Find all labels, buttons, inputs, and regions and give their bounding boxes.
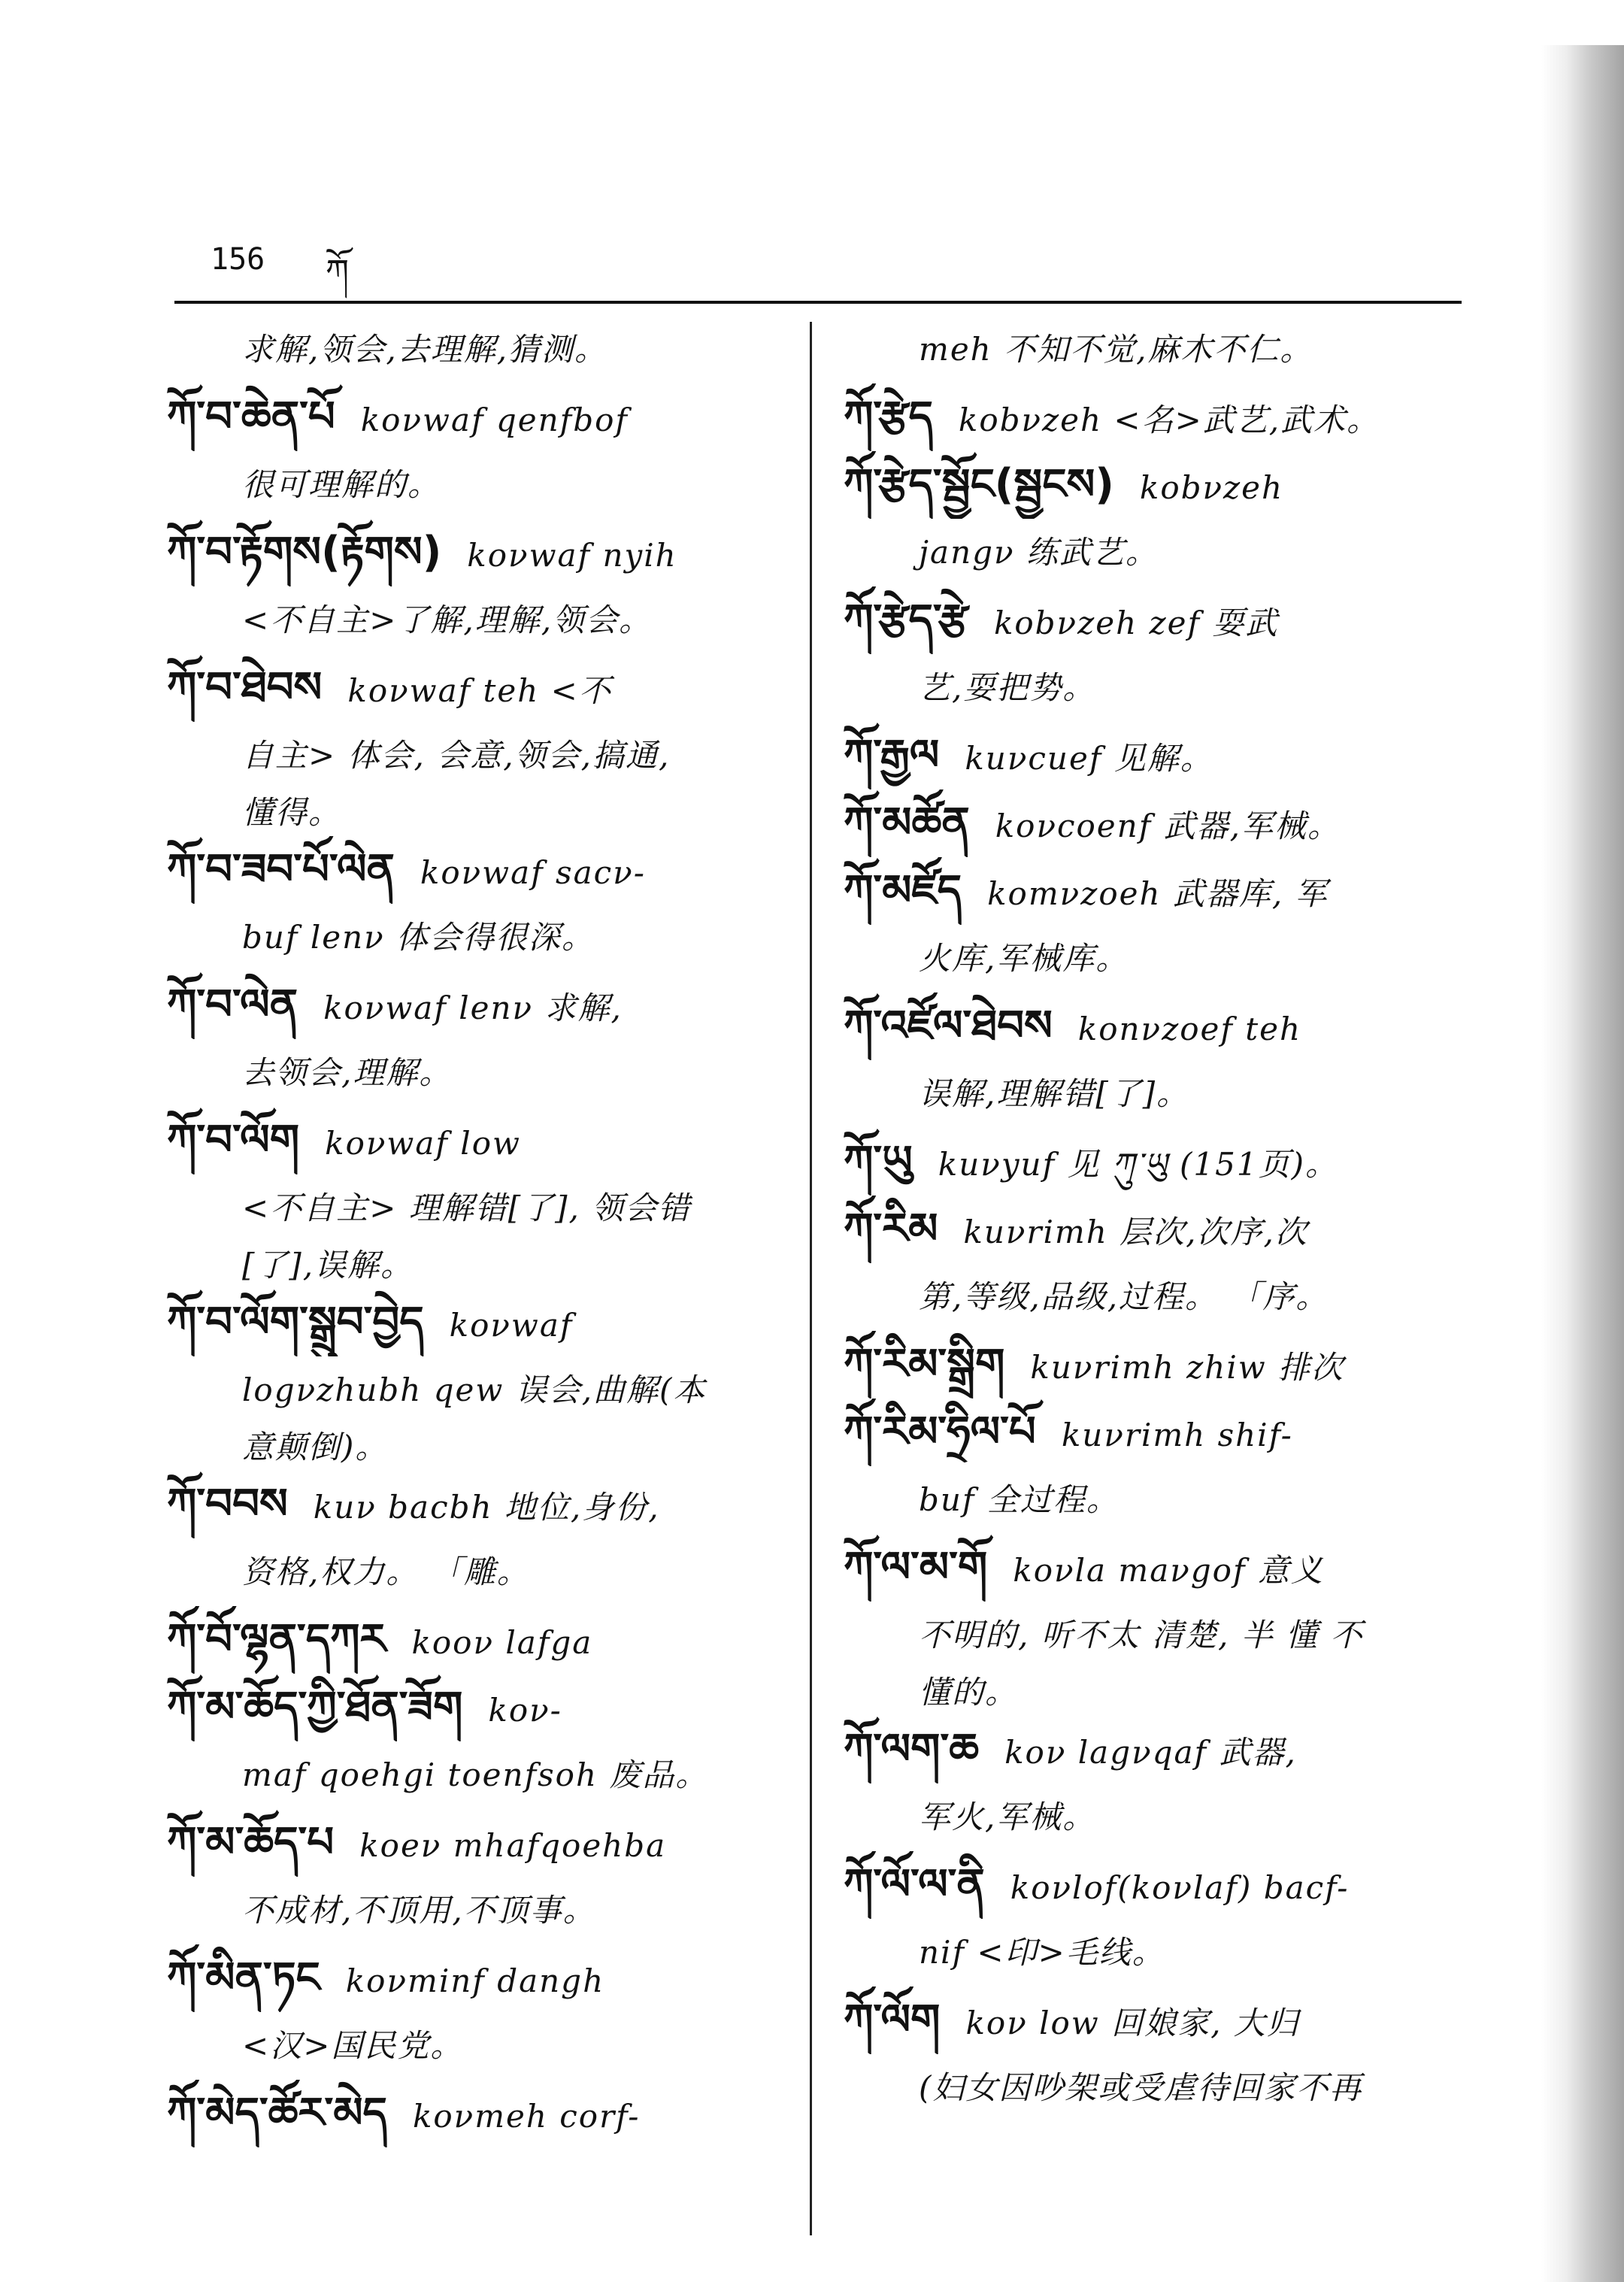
- entry-text: 求解,领会,去理解,猜测。: [242, 331, 608, 368]
- dictionary-continuation-line: [167, 316, 798, 383]
- tibetan-headword: ཀོ་མཛོད: [844, 866, 962, 915]
- entry-text: koνwaf qenfbof: [360, 402, 629, 438]
- entry-text: koνwaf sacν-: [420, 854, 646, 891]
- tibetan-headword: ཀོ་རིམ་སྒྲིག: [844, 1340, 1005, 1389]
- entry-text: 火库,军械库。: [919, 940, 1129, 977]
- tibetan-headword: ཀོ་འཛོལ་ཐེབས: [844, 1002, 1053, 1050]
- entry-text: koeν mhafqoehba: [359, 1827, 667, 1864]
- dictionary-continuation-line: [167, 1039, 798, 1107]
- dictionary-entry-line: [167, 836, 798, 904]
- entry-text: komνzoeh 武器库, 军: [987, 875, 1329, 912]
- entry-text: kuνrimh shif-: [1061, 1417, 1293, 1453]
- entry-text: 资格,权力。 「雕。: [242, 1553, 530, 1590]
- dictionary-entry-line: [844, 789, 1475, 857]
- dictionary-continuation-line: [167, 1174, 798, 1242]
- dictionary-continuation-line: [844, 1263, 1475, 1331]
- dictionary-entry-line: [167, 654, 798, 722]
- entry-text: meh 不知不觉,麻木不仁。: [919, 331, 1313, 368]
- tibetan-headword: ཀོ་ཡུ: [844, 1137, 913, 1186]
- dictionary-continuation-line: [844, 1783, 1475, 1851]
- tibetan-headword: ཀོ་མིན་ཏང: [167, 1953, 320, 2002]
- dictionary-continuation-line: [167, 586, 798, 654]
- dictionary-entry-line: [167, 1944, 798, 2012]
- dictionary-continuation-line: [167, 1877, 798, 1944]
- tibetan-headword: ཀོ་ལོག: [844, 1996, 941, 2044]
- dictionary-continuation-line: [167, 451, 798, 519]
- entry-text: kuν bacbh 地位,身份,: [313, 1489, 660, 1526]
- entry-text: koνwaf nyih: [467, 537, 677, 574]
- tibetan-headword: ཀོ་བ་ཆེན་པོ: [167, 392, 335, 441]
- entry-text: (妇女因吵架或受虐待回家不再: [919, 2069, 1363, 2106]
- dictionary-entry-line: [844, 1399, 1475, 1466]
- entry-text: 懂得。: [242, 794, 342, 831]
- entry-text: koνcoenf 武器,军械。: [995, 808, 1341, 844]
- dictionary-entry-line: [844, 1851, 1475, 1919]
- tibetan-headword: ཀོ་རྩེད: [844, 392, 933, 441]
- tibetan-headword: ཀོ་རྒྱལ: [844, 731, 940, 780]
- tibetan-headword: ཀོ་མེད་ཚོར་མེད: [167, 2089, 387, 2138]
- tibetan-headword: ཀོ་མ་ཆོད་ཀྱི་ཐོན་ཟོག: [167, 1683, 463, 1732]
- entry-text: buf 全过程。: [919, 1481, 1120, 1518]
- dictionary-continuation-line: [844, 519, 1475, 586]
- dictionary-continuation-line: [167, 2012, 798, 2080]
- dictionary-continuation-line: [844, 654, 1475, 722]
- dictionary-continuation-line: [844, 1919, 1475, 1987]
- entry-text: kobνzeh <名>武艺,武术。: [958, 402, 1380, 438]
- dictionary-entry-line: [167, 1809, 798, 1877]
- dictionary-continuation-line: [167, 1356, 798, 1424]
- dictionary-continuation-line: [167, 722, 798, 789]
- right-column: [844, 316, 1475, 2122]
- dictionary-entry-line: [167, 1606, 798, 1674]
- entry-text: kooν lafga: [411, 1624, 593, 1661]
- dictionary-entry-line: [167, 2080, 798, 2147]
- entry-text: 误解,理解错[了]。: [919, 1075, 1190, 1112]
- dictionary-continuation-line: [844, 925, 1475, 993]
- tibetan-headword: ཀོ་མཚོན: [844, 799, 970, 847]
- dictionary-entry-line: [167, 971, 798, 1039]
- entry-text: koνminf dangh: [345, 1962, 605, 1999]
- tibetan-headword: ཀོ་བབས: [167, 1480, 288, 1529]
- entry-text: kuνrimh zhiw 排次: [1030, 1349, 1345, 1386]
- entry-text: maf qoehgi toenfsoh 废品。: [242, 1756, 709, 1793]
- tibetan-headword: ཀོ་བོ་ལྷན་དཀར: [167, 1615, 386, 1664]
- entry-text: 不明的, 听不太 清楚, 半 懂 不: [919, 1617, 1364, 1653]
- tibetan-headword: ཀོ་རིམ: [844, 1205, 938, 1253]
- dictionary-entry-line: [167, 1471, 798, 1538]
- tibetan-headword: ཀོ་རྩེད་སྦྱོང(སྦྱངས): [844, 460, 1114, 509]
- dictionary-entry-line: [167, 519, 798, 586]
- entry-text: 军火,军械。: [919, 1799, 1096, 1835]
- entry-text: koνwaf low: [325, 1125, 521, 1162]
- entry-text: 很可理解的。: [242, 466, 441, 503]
- scan-page-edge: [1541, 45, 1624, 2282]
- dictionary-entry-line: [167, 383, 798, 451]
- tibetan-headword: ཀོ་བ་ལེན: [167, 980, 298, 1029]
- entry-text: koν-: [488, 1692, 562, 1729]
- dictionary-continuation-line: [844, 316, 1475, 383]
- dictionary-continuation-line: [844, 1060, 1475, 1128]
- tibetan-headword: ཀོ་རིམ་ཧྲིལ་པོ: [844, 1408, 1036, 1456]
- tibetan-headword: ཀོ་བ་ལོག: [167, 1116, 300, 1165]
- dictionary-entry-line: [167, 1107, 798, 1174]
- entry-text: 艺,耍把势。: [919, 669, 1096, 706]
- dictionary-entry-line: [844, 1128, 1475, 1196]
- dictionary-entry-line: [844, 383, 1475, 451]
- tibetan-headword: ཀོ་བ་ཟབ་པོ་ལེན: [167, 845, 395, 894]
- tibetan-headword: ཀོ་བ་རྟོགས(རྟོགས): [167, 528, 442, 577]
- entry-text: kobνzeh zef 耍武: [993, 605, 1279, 641]
- entry-text: 第,等级,品级,过程。 「序。: [919, 1278, 1329, 1315]
- page-number: 156: [211, 242, 265, 277]
- entry-text: 自主> 体会, 会意,领会,搞通,: [242, 737, 671, 774]
- entry-text: koν low 回娘家, 大归: [965, 2005, 1300, 2041]
- dictionary-continuation-line: [167, 789, 798, 836]
- dictionary-entry-line: [844, 1196, 1475, 1263]
- header-rule: [174, 301, 1462, 304]
- entry-text: [了],误解。: [242, 1247, 414, 1283]
- entry-text: kobνzeh: [1139, 469, 1284, 506]
- dictionary-continuation-line: [167, 1741, 798, 1809]
- entry-text: konνzoef teh: [1077, 1011, 1302, 1047]
- left-column: [167, 316, 798, 2147]
- dictionary-continuation-line: [844, 1669, 1475, 1716]
- dictionary-entry-line: [167, 1674, 798, 1741]
- dictionary-entry-line: [844, 722, 1475, 789]
- entry-text: koνla maνgof 意义: [1013, 1552, 1324, 1589]
- running-header-letter: ཀོ: [326, 253, 349, 291]
- entry-text: nif <印>毛线。: [919, 1934, 1165, 1971]
- dictionary-entry-line: [844, 586, 1475, 654]
- dictionary-continuation-line: [167, 1538, 798, 1606]
- tibetan-headword: ཀོ་ལོ་ལ་ནི: [844, 1860, 985, 1909]
- entry-text: kuνrimh 层次,次序,次: [963, 1214, 1308, 1250]
- dictionary-continuation-line: [844, 2054, 1475, 2122]
- dictionary-continuation-line: [844, 1466, 1475, 1534]
- dictionary-entry-line: [844, 1716, 1475, 1783]
- dictionary-entry-line: [844, 993, 1475, 1060]
- tibetan-headword: ཀོ་མ་ཆོད་པ: [167, 1818, 335, 1867]
- entry-text: 去领会,理解。: [242, 1054, 453, 1091]
- dictionary-entry-line: [844, 1331, 1475, 1399]
- dictionary-entry-line: [844, 857, 1475, 925]
- entry-text: kuνcuef 见解。: [965, 740, 1213, 777]
- entry-text: <汉>国民党。: [242, 2027, 464, 2064]
- dictionary-entry-line: [844, 1987, 1475, 2054]
- entry-text: kuνyuf 见 ཀུ་ཡུ (151页)。: [938, 1146, 1338, 1183]
- entry-text: koνwaf teh <不: [347, 672, 612, 709]
- entry-text: 不成材,不顶用,不顶事。: [242, 1892, 596, 1929]
- entry-text: 懂的。: [919, 1674, 1019, 1711]
- dictionary-entry-line: [844, 1534, 1475, 1602]
- dictionary-entry-line: [844, 451, 1475, 519]
- dictionary-entry-line: [167, 1289, 798, 1356]
- entry-text: logνzhubh qew 误会,曲解(本: [242, 1371, 707, 1408]
- entry-text: 意颠倒)。: [242, 1429, 389, 1465]
- entry-text: buf lenν 体会得很深。: [242, 919, 595, 956]
- entry-text: koνwaf: [449, 1307, 574, 1344]
- tibetan-headword: ཀོ་བ་ལོག་སྒྲུབ་བྱེད: [167, 1298, 424, 1347]
- entry-text: koν lagνqaf 武器,: [1004, 1734, 1297, 1771]
- tibetan-headword: ཀོ་བ་ཐེབས: [167, 663, 323, 712]
- entry-text: koνlof(koνlaf) bacf-: [1010, 1869, 1350, 1906]
- tibetan-headword: ཀོ་ལག་ཆ: [844, 1725, 980, 1774]
- tibetan-headword: ཀོ་རྩེད་རྩེ: [844, 596, 968, 644]
- dictionary-continuation-line: [167, 1242, 798, 1289]
- entry-text: <不自主>了解,理解,领会。: [242, 602, 653, 638]
- dictionary-continuation-line: [167, 904, 798, 971]
- entry-text: jangν 练武艺。: [919, 534, 1159, 571]
- entry-text: koνwaf lenν 求解,: [323, 989, 623, 1026]
- entry-text: koνmeh corf-: [412, 2098, 641, 2135]
- tibetan-headword: ཀོ་ལ་མ་གོ: [844, 1543, 988, 1592]
- column-divider: [810, 322, 812, 2235]
- dictionary-continuation-line: [167, 1424, 798, 1471]
- dictionary-continuation-line: [844, 1602, 1475, 1669]
- entry-text: <不自主> 理解错[了], 领会错: [242, 1189, 692, 1226]
